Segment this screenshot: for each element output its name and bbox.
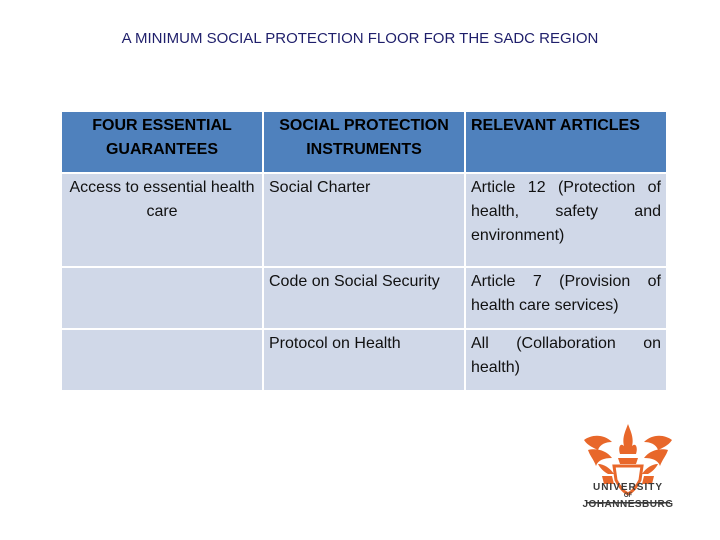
guarantees-table xyxy=(60,110,668,392)
instrument-cell: Protocol on Health xyxy=(263,329,465,391)
header-articles: RELEVANT ARTICLES xyxy=(465,111,667,173)
header-guarantees: FOUR ESSENTIAL GUARANTEES xyxy=(61,111,263,173)
instrument-cell: Code on Social Security xyxy=(263,267,465,329)
article-cell: Article 7 (Provision of health care services) xyxy=(465,267,667,329)
logo-text-johannesburg: JOHANNESBURG xyxy=(582,499,674,510)
logo-text-of: OF xyxy=(623,493,633,499)
slide-title: A MINIMUM SOCIAL PROTECTION FLOOR FOR THE SADC REGION xyxy=(121,30,599,47)
table-row xyxy=(61,329,667,391)
instrument-cell: Social Charter xyxy=(263,173,465,267)
table-row xyxy=(61,267,667,329)
logo-text-university: UNIVERSITY xyxy=(592,482,663,493)
article-cell: Article 12 (Protection of health, safety and environment) xyxy=(465,173,667,267)
empty-cell xyxy=(61,329,263,391)
guarantee-cell: Access to essential health care xyxy=(61,173,263,267)
table-header-row xyxy=(61,111,667,173)
empty-cell xyxy=(61,267,263,329)
article-cell: All (Collaboration on health) xyxy=(465,329,667,391)
table-row xyxy=(61,173,667,267)
header-instruments: SOCIAL PROTECTION INSTRUMENTS xyxy=(263,111,465,173)
